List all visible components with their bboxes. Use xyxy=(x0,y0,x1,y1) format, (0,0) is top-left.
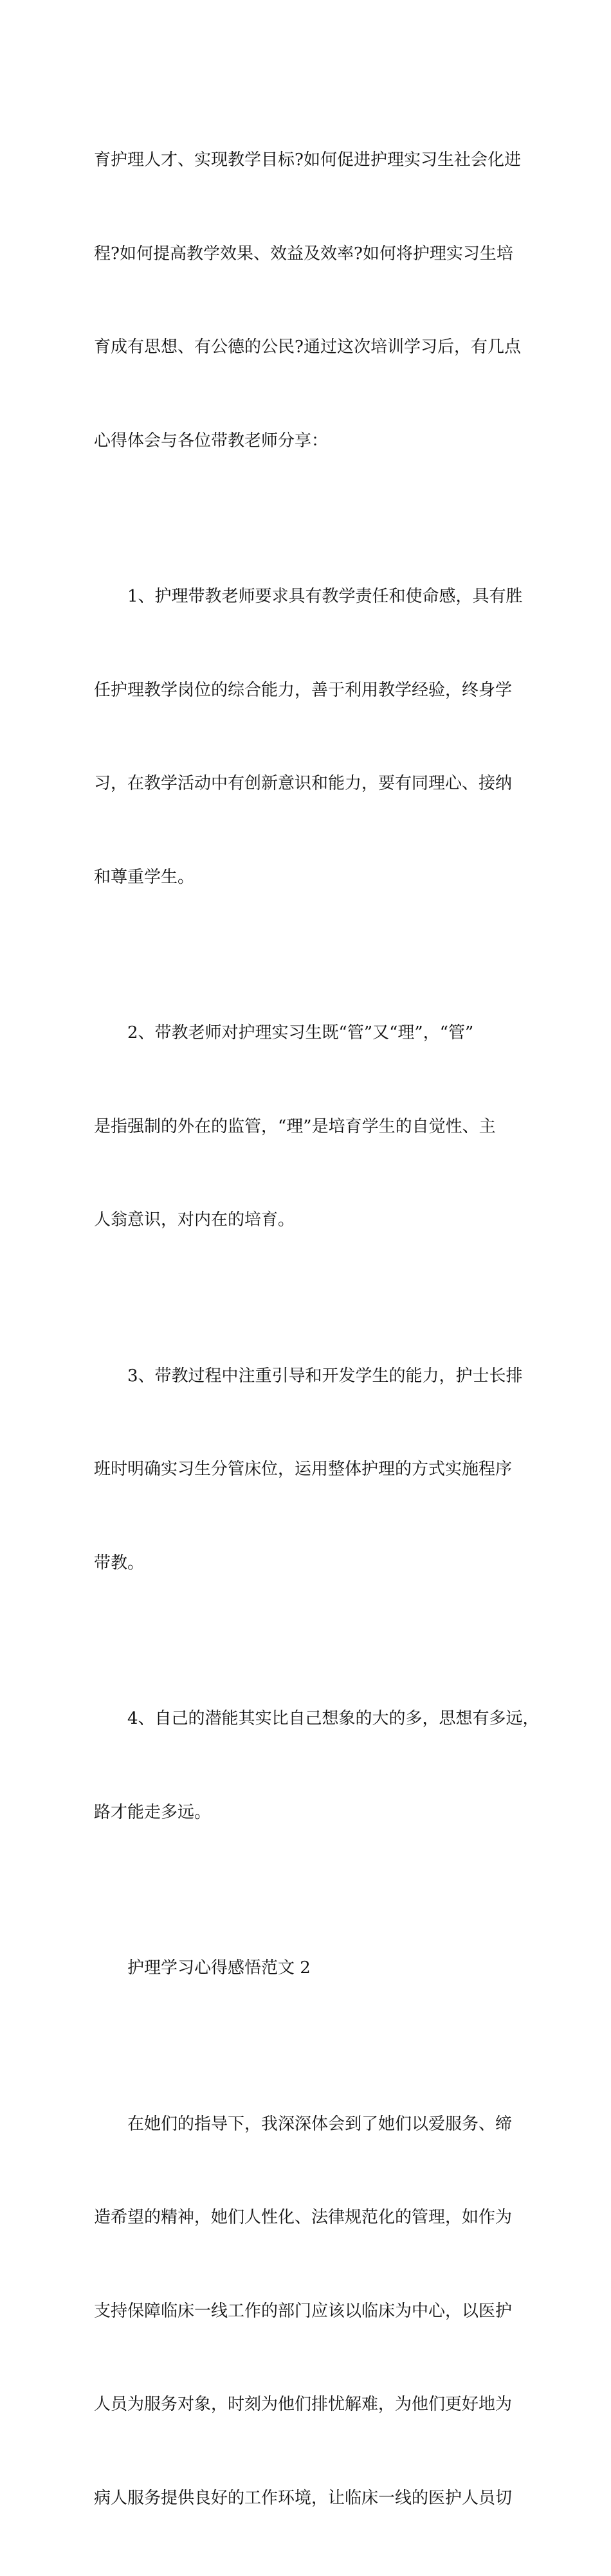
text-line: 心得体会与各位带教老师分享： xyxy=(94,425,531,457)
text-line: 在她们的指导下，我深深体会到了她们以爱服务、缔 xyxy=(94,2109,531,2140)
text-line: 育护理人才、实现教学目标?如何促进护理实习生社会化进 xyxy=(94,145,531,176)
document-page xyxy=(0,0,611,864)
paragraph-point-1 xyxy=(94,519,531,955)
text-line: 支持保障临床一线工作的部门应该以临床为中心，以医护 xyxy=(94,2296,531,2327)
text-line: 带教。 xyxy=(94,1548,531,1579)
text-line: 人翁意识，对内在的培育。 xyxy=(94,1204,531,1236)
text-line: 人员为服务对象，时刻为他们排忧解难，为他们更好地为 xyxy=(94,2389,531,2420)
text-line: 路才能走多远。 xyxy=(94,1797,531,1829)
paragraph-essay-2 xyxy=(94,2046,531,2576)
paragraph-point-2 xyxy=(94,955,531,1298)
text-line: 习，在教学活动中有创新意识和能力，要有同理心、接纳 xyxy=(94,768,531,800)
text-line: 3、带教过程中注重引导和开发学生的能力，护士长排 xyxy=(94,1361,531,1392)
text-line: 班时明确实习生分管床位，运用整体护理的方式实施程序 xyxy=(94,1454,531,1485)
text-line: 1、护理带教老师要求具有教学责任和使命感，具有胜 xyxy=(94,581,531,613)
text-line: 育成有思想、有公德的公民?通过这次培训学习后，有几点 xyxy=(94,332,531,363)
paragraph-point-4 xyxy=(94,1641,531,1890)
document-body xyxy=(94,82,531,2576)
text-line: 4、自己的潜能其实比自己想象的大的多，思想有多远， xyxy=(94,1703,531,1735)
text-line: 任护理教学岗位的综合能力，善于利用教学经验，终身学 xyxy=(94,675,531,706)
text-line: 程?如何提高教学效果、效益及效率?如何将护理实习生培 xyxy=(94,238,531,270)
text-line: 和尊重学生。 xyxy=(94,862,531,893)
heading-line: 护理学习心得感悟范文 2 xyxy=(94,1953,531,1984)
text-line: 病人服务提供良好的工作环境，让临床一线的医护人员切 xyxy=(94,2483,531,2514)
text-line: 2、带教老师对护理实习生既“管”又“理”，“管” xyxy=(94,1017,531,1049)
paragraph-intro xyxy=(94,82,531,519)
text-line: 造希望的精神，她们人性化、法律规范化的管理，如作为 xyxy=(94,2202,531,2233)
paragraph-point-3 xyxy=(94,1298,531,1641)
section-heading xyxy=(94,1890,531,2046)
text-line: 是指强制的外在的监管，“理”是培育学生的自觉性、主 xyxy=(94,1111,531,1143)
